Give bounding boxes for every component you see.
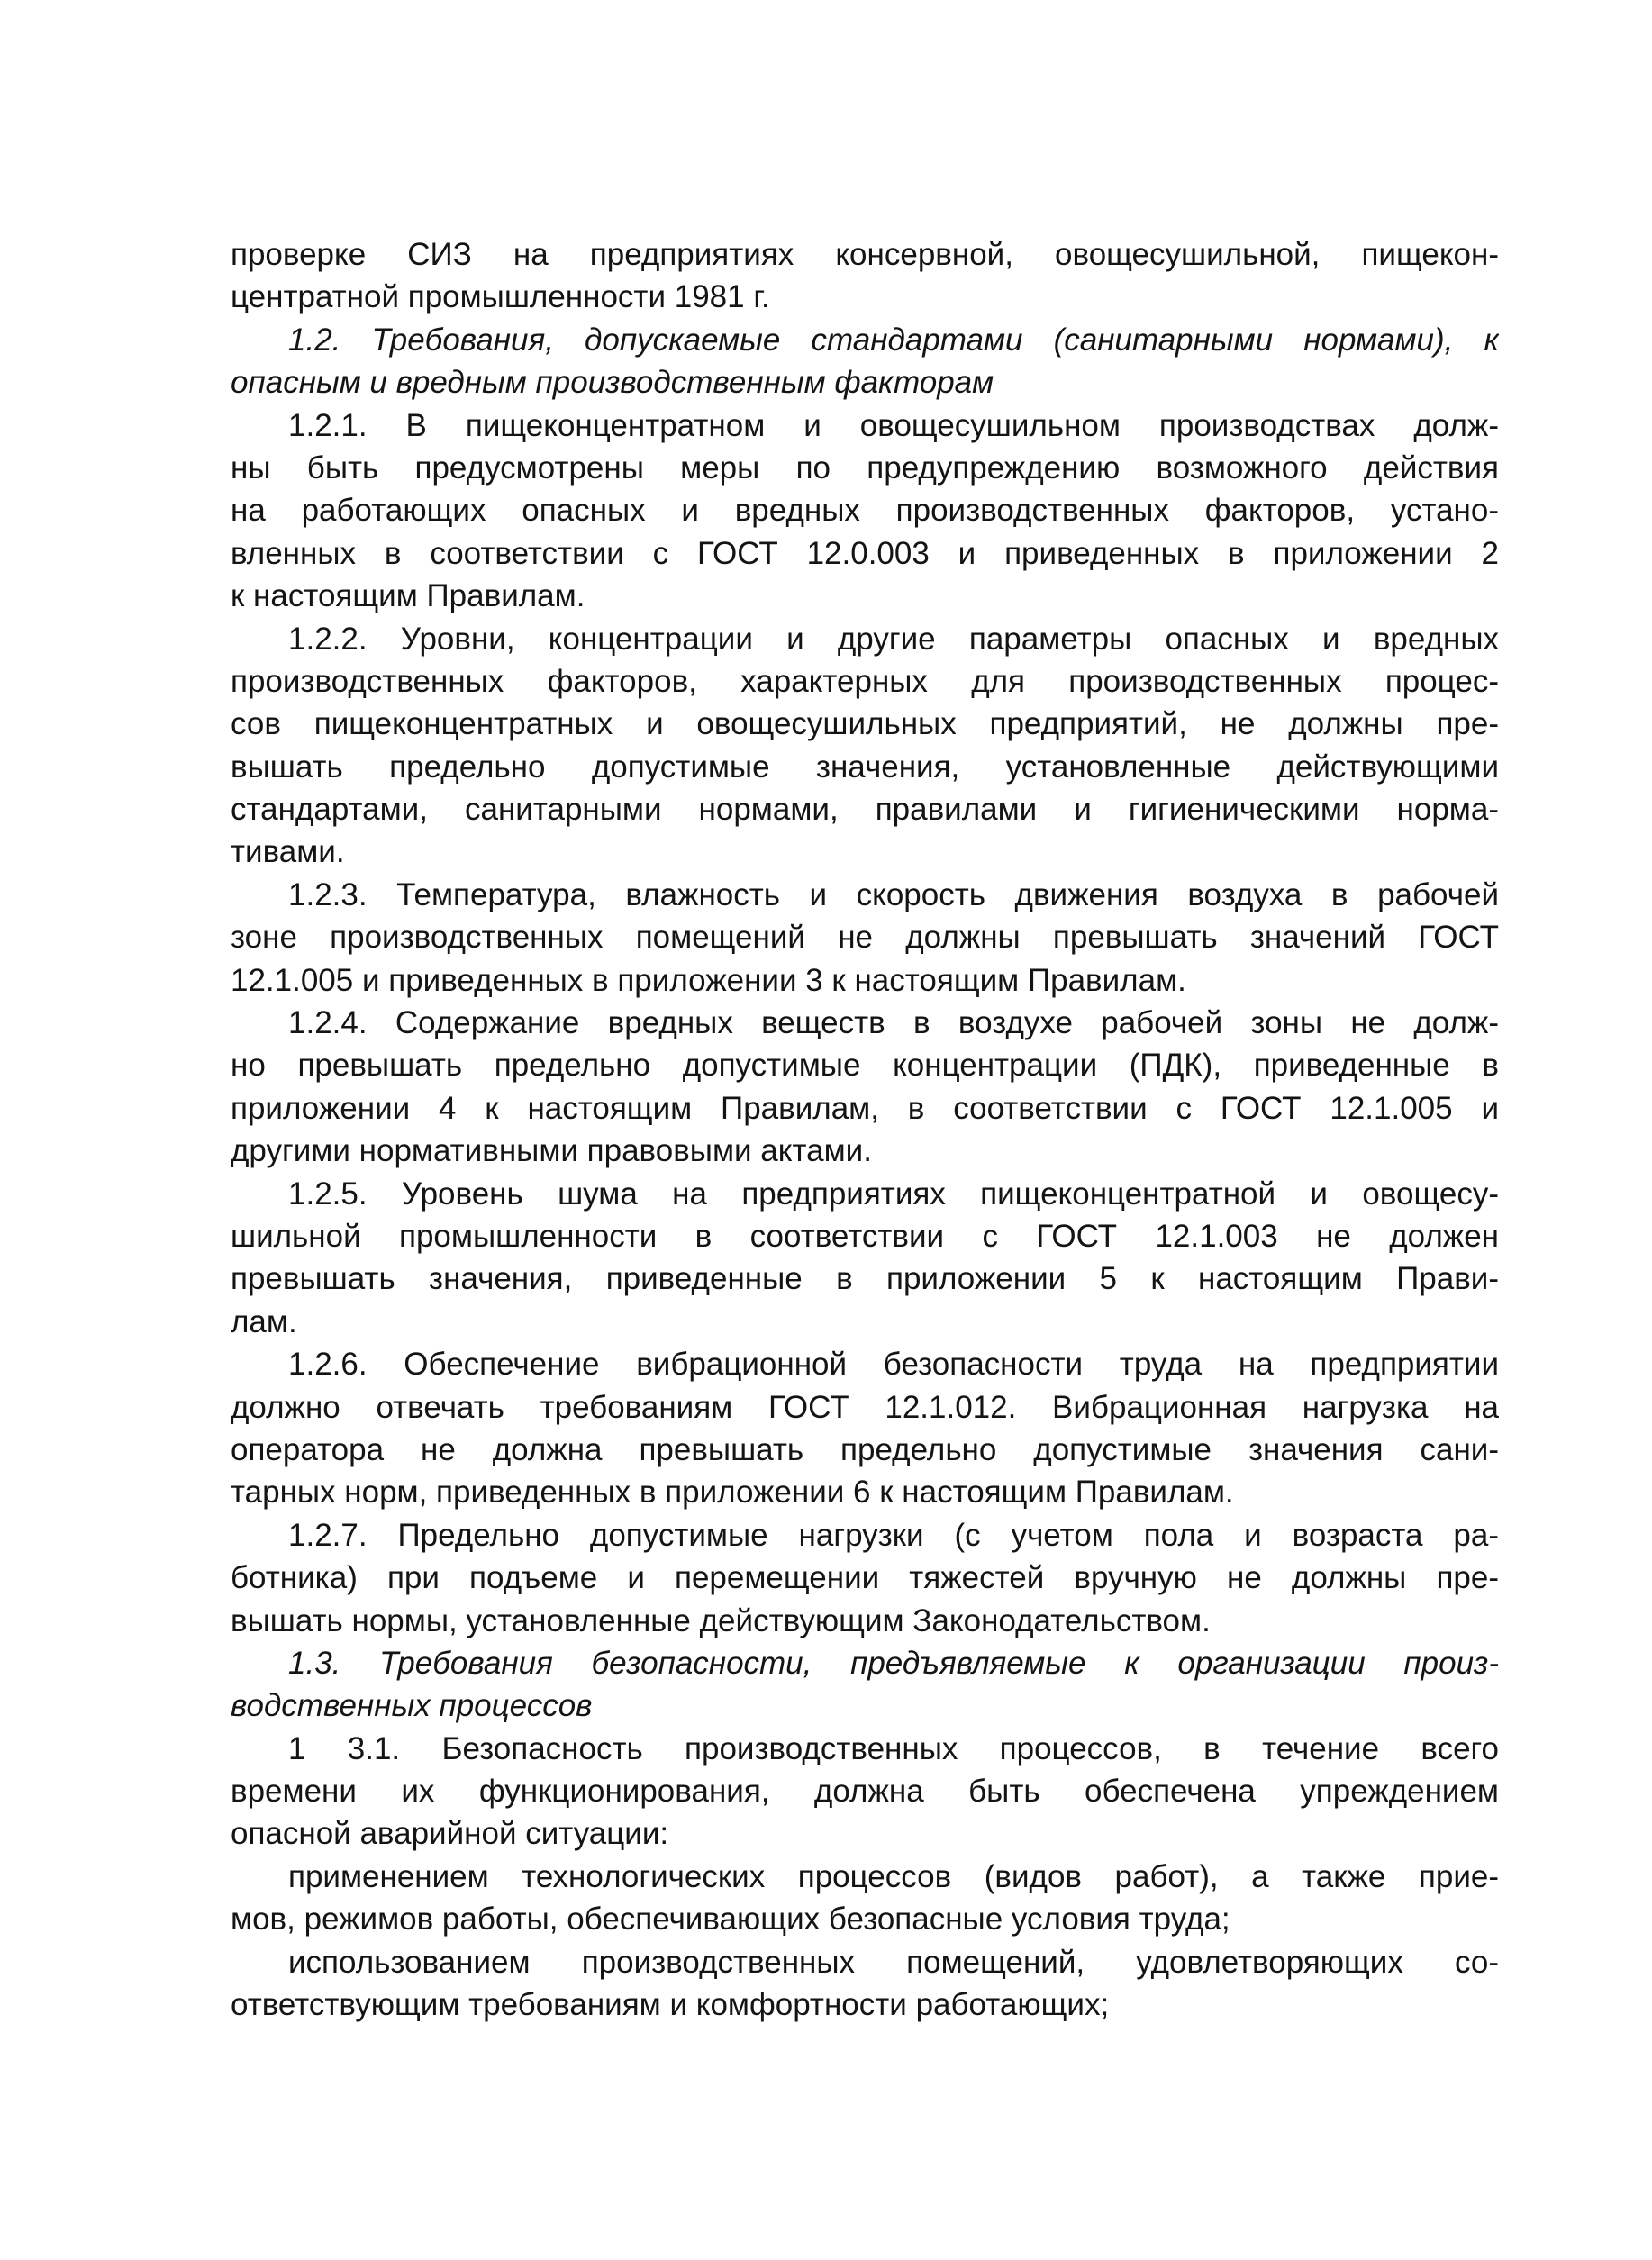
text-line: 1.2.3. Температура, влажность и скорость движения воздуха в рабочей <box>288 876 1499 912</box>
text-line: тарных норм, приведенных в приложении 6 к настоящим Правилам. <box>231 1475 1234 1511</box>
text-line: 1.2.1. В пищеконцентратном и овощесушильном производствах долж- <box>288 407 1499 443</box>
text-line: проверке СИЗ на предприятиях консервной, овощесушильной, пищекон- <box>231 237 1499 272</box>
text-line: превышать значения, приведенные в приложении 5 к настоящим Прави- <box>231 1261 1499 1297</box>
text-line: 1.2.5. Уровень шума на предприятиях пищеконцентратной и овощесу- <box>288 1175 1499 1212</box>
section-heading <box>231 319 1499 404</box>
text-line: другими нормативными правовыми актами. <box>231 1133 872 1169</box>
paragraph <box>231 1002 1499 1173</box>
text-line: стандартами, санитарными нормами, правилами и гигиеническими норма- <box>231 792 1499 828</box>
text-line: ответствующим требованиям и комфортности работающих; <box>231 1987 1110 2023</box>
text-line: шильной промышленности в соответствии с ГОСТ 12.1.003 не должен <box>231 1218 1499 1254</box>
text-line: лам. <box>231 1303 297 1339</box>
text-line: опасным и вредным производственным факторам <box>231 365 994 401</box>
text-line: мов, режимов работы, обеспечивающих безопасные условия труда; <box>231 1901 1230 1938</box>
text-line: приложении 4 к настоящим Правилам, в соответствии с ГОСТ 12.1.005 и <box>231 1090 1499 1126</box>
text-line: вышать предельно допустимые значения, установленные действующими <box>231 749 1499 785</box>
paragraph <box>231 1343 1499 1514</box>
text-line: опасной аварийной ситуации: <box>231 1816 669 1852</box>
text-line: производственных факторов, характерных для производственных процес- <box>231 663 1499 699</box>
paragraph <box>231 1941 1499 2027</box>
text-line: к настоящим Правилам. <box>231 578 585 614</box>
paragraph <box>231 1728 1499 1856</box>
text-line: 1 3.1. Безопасность производственных процессов, в течение всего <box>288 1730 1499 1766</box>
text-line: на работающих опасных и вредных производственных факторов, устано- <box>231 493 1499 529</box>
paragraph <box>231 1514 1499 1642</box>
text-line: ботника) при подъеме и перемещении тяжестей вручную не должны пре- <box>231 1560 1499 1596</box>
paragraph <box>231 404 1499 618</box>
text-line: 12.1.005 и приведенных в приложении 3 к настоящим Правилам. <box>231 962 1186 998</box>
document-page <box>231 233 1499 2026</box>
text-line: 1.2.6. Обеспечение вибрационной безопасности труда на предприятии <box>288 1347 1499 1383</box>
text-line: применением технологических процессов (видов работ), а также прие- <box>288 1858 1499 1894</box>
paragraph <box>231 874 1499 1002</box>
paragraph <box>231 1856 1499 1941</box>
text-line: зоне производственных помещений не должны превышать значений ГОСТ <box>231 920 1499 956</box>
text-line: вышать нормы, установленные действующим Законодательством. <box>231 1602 1211 1638</box>
text-line: использованием производственных помещений, удовлетворяющих со- <box>288 1944 1499 1980</box>
text-line: сов пищеконцентратных и овощесушильных предприятий, не должны пре- <box>231 706 1499 742</box>
text-line: 1.2.2. Уровни, концентрации и другие параметры опасных и вредных <box>288 621 1499 657</box>
text-line: водственных процессов <box>231 1688 593 1724</box>
paragraph <box>231 233 1499 319</box>
text-line: 1.2.7. Предельно допустимые нагрузки (с учетом пола и возраста ра- <box>288 1517 1499 1553</box>
text-line: 1.2.4. Содержание вредных веществ в воздухе рабочей зоны не долж- <box>288 1005 1499 1041</box>
section-heading <box>231 1642 1499 1728</box>
paragraph <box>231 1173 1499 1344</box>
paragraph <box>231 618 1499 874</box>
text-line: вленных в соответствии с ГОСТ 12.0.003 и приведенных в приложении 2 <box>231 535 1499 571</box>
text-line: ны быть предусмотрены меры по предупреждению возможного действия <box>231 449 1499 486</box>
text-line: центратной промышленности 1981 г. <box>231 279 770 315</box>
text-line: но превышать предельно допустимые концентрации (ПДК), приведенные в <box>231 1048 1499 1084</box>
text-line: оператора не должна превышать предельно допустимые значения сани- <box>231 1431 1499 1467</box>
text-line: 1.3. Требования безопасности, предъявляемые к организации произ- <box>288 1645 1499 1681</box>
text-line: времени их функционирования, должна быть обеспечена упреждением <box>231 1774 1499 1810</box>
text-line: 1.2. Требования, допускаемые стандартами (санитарными нормами), к <box>288 322 1499 358</box>
text-line: тивами. <box>231 834 345 870</box>
text-line: должно отвечать требованиям ГОСТ 12.1.012. Вибрационная нагрузка на <box>231 1389 1499 1425</box>
